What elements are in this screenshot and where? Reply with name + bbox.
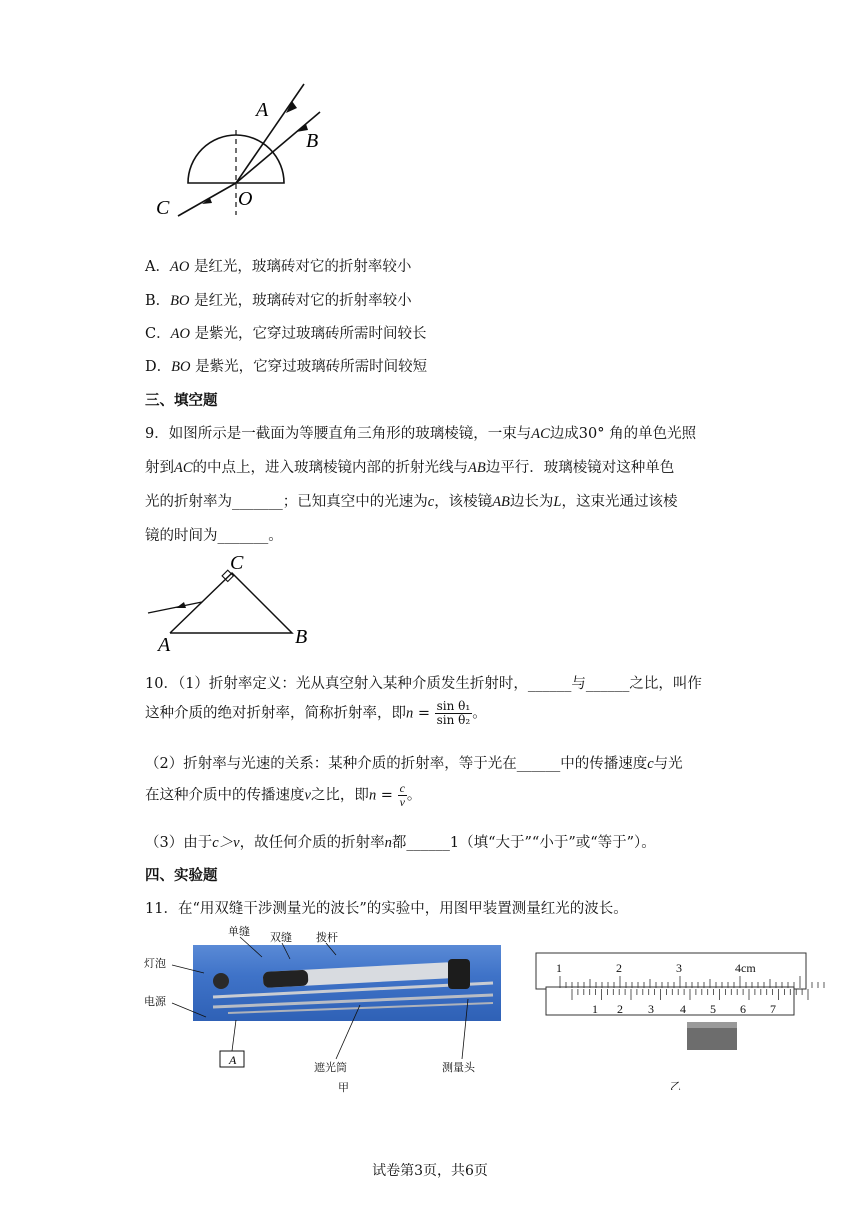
- speed-fraction: $\frac{c}{v}$: [399, 781, 405, 810]
- apparatus-figure-labels: [140, 925, 520, 1095]
- option-c: C．AO 是紫光，它穿过玻璃砖所需时间较长: [145, 326, 427, 342]
- q10-part3: （3）由于c＞v，故任何介质的折射率n都______1（填“大于”“小于”或“等于”）。: [145, 835, 656, 851]
- caption-jia: 甲: [338, 1082, 349, 1094]
- label-b: B: [295, 626, 308, 648]
- main-tick-label: 2: [616, 961, 622, 975]
- q9-line-1: 9．如图所示是一截面为等腰直角三角形的玻璃棱镜，一束与AC边成30° 角的单色光照: [145, 426, 697, 442]
- label-shade-tube: 遮光筒: [314, 1062, 347, 1074]
- q10-part2-line1: （2）折射率与光速的关系：某种介质的折射率，等于光在______中的传播速度c与光: [145, 756, 683, 772]
- vernier-tick-label: 7: [770, 1002, 776, 1016]
- page-footer: 试卷第3页，共6页: [372, 1163, 488, 1179]
- label-c: C: [230, 555, 244, 574]
- vernier-tick-label: 6: [740, 1002, 746, 1016]
- label-lever: 拨杆: [316, 932, 338, 944]
- label-o: O: [238, 188, 253, 210]
- label-power: 电源: [144, 996, 166, 1008]
- vernier-caliper-figure: [530, 950, 830, 1090]
- vernier-tick-label: 5: [710, 1002, 716, 1016]
- section-experiment: 四、实验题: [145, 867, 218, 884]
- q9-line-3: 光的折射率为_______；已知真空中的光速为c，该棱镜AB边长为L，这束光通过该棱: [145, 494, 678, 510]
- main-tick-label: 1: [556, 961, 562, 975]
- label-single-slit: 单缝: [228, 926, 250, 938]
- vernier-tick-label: 2: [617, 1002, 623, 1016]
- snell-fraction: $\frac{\text{sin θ₁}}{\text{sin θ₂}}$: [436, 699, 471, 728]
- label-a: A: [158, 634, 171, 655]
- label-measure-head: 测量头: [442, 1062, 475, 1074]
- vernier-tick-label: 3: [648, 1002, 654, 1016]
- option-b: B．BO 是红光，玻璃砖对它的折射率较小: [145, 293, 412, 309]
- q10-part1-line1: 10．（1）折射率定义：光从真空射入某种介质发生折射时，______与______之比，叫作: [145, 676, 702, 692]
- q9-line-2: 射到AC的中点上，进入玻璃棱镜内部的折射光线与AB边平行．玻璃棱镜对这种单色: [145, 460, 675, 476]
- option-d: D．BO 是紫光，它穿过玻璃砖所需时间较短: [145, 359, 428, 375]
- label-a: A: [256, 99, 269, 121]
- label-box-a: A: [229, 1053, 237, 1067]
- main-tick-label: 4cm: [735, 961, 756, 975]
- triangle-prism-figure: [140, 555, 320, 655]
- label-bulb: 灯泡: [144, 958, 166, 970]
- label-b: B: [306, 130, 319, 152]
- vernier-tick-label: 4: [680, 1002, 686, 1016]
- label-c: C: [156, 197, 170, 219]
- q10-part2-line2: 在这种介质中的传播速度v之比，即n = $\frac{c}{v}$ 。: [145, 781, 422, 810]
- section-fill-blank: 三、填空题: [145, 392, 218, 409]
- main-tick-label: 3: [676, 961, 682, 975]
- option-a: A．AO 是红光，玻璃砖对它的折射率较小: [145, 259, 412, 275]
- q10-part1-line2: 这种介质的绝对折射率，简称折射率，即n = $\frac{\text{sin θ₁}}{\text{sin θ₂}}$ 。: [145, 699, 487, 728]
- q9-line-4: 镜的时间为_______。: [145, 528, 283, 544]
- caption-yi: 乙: [670, 1081, 681, 1090]
- q11-stem: 11．在“用双缝干涉测量光的波长”的实验中，用图甲装置测量红光的波长。: [145, 901, 628, 917]
- label-double-slit: 双缝: [270, 932, 292, 944]
- semicircle-refraction-figure: [150, 80, 340, 230]
- vernier-tick-label: 1: [592, 1002, 598, 1016]
